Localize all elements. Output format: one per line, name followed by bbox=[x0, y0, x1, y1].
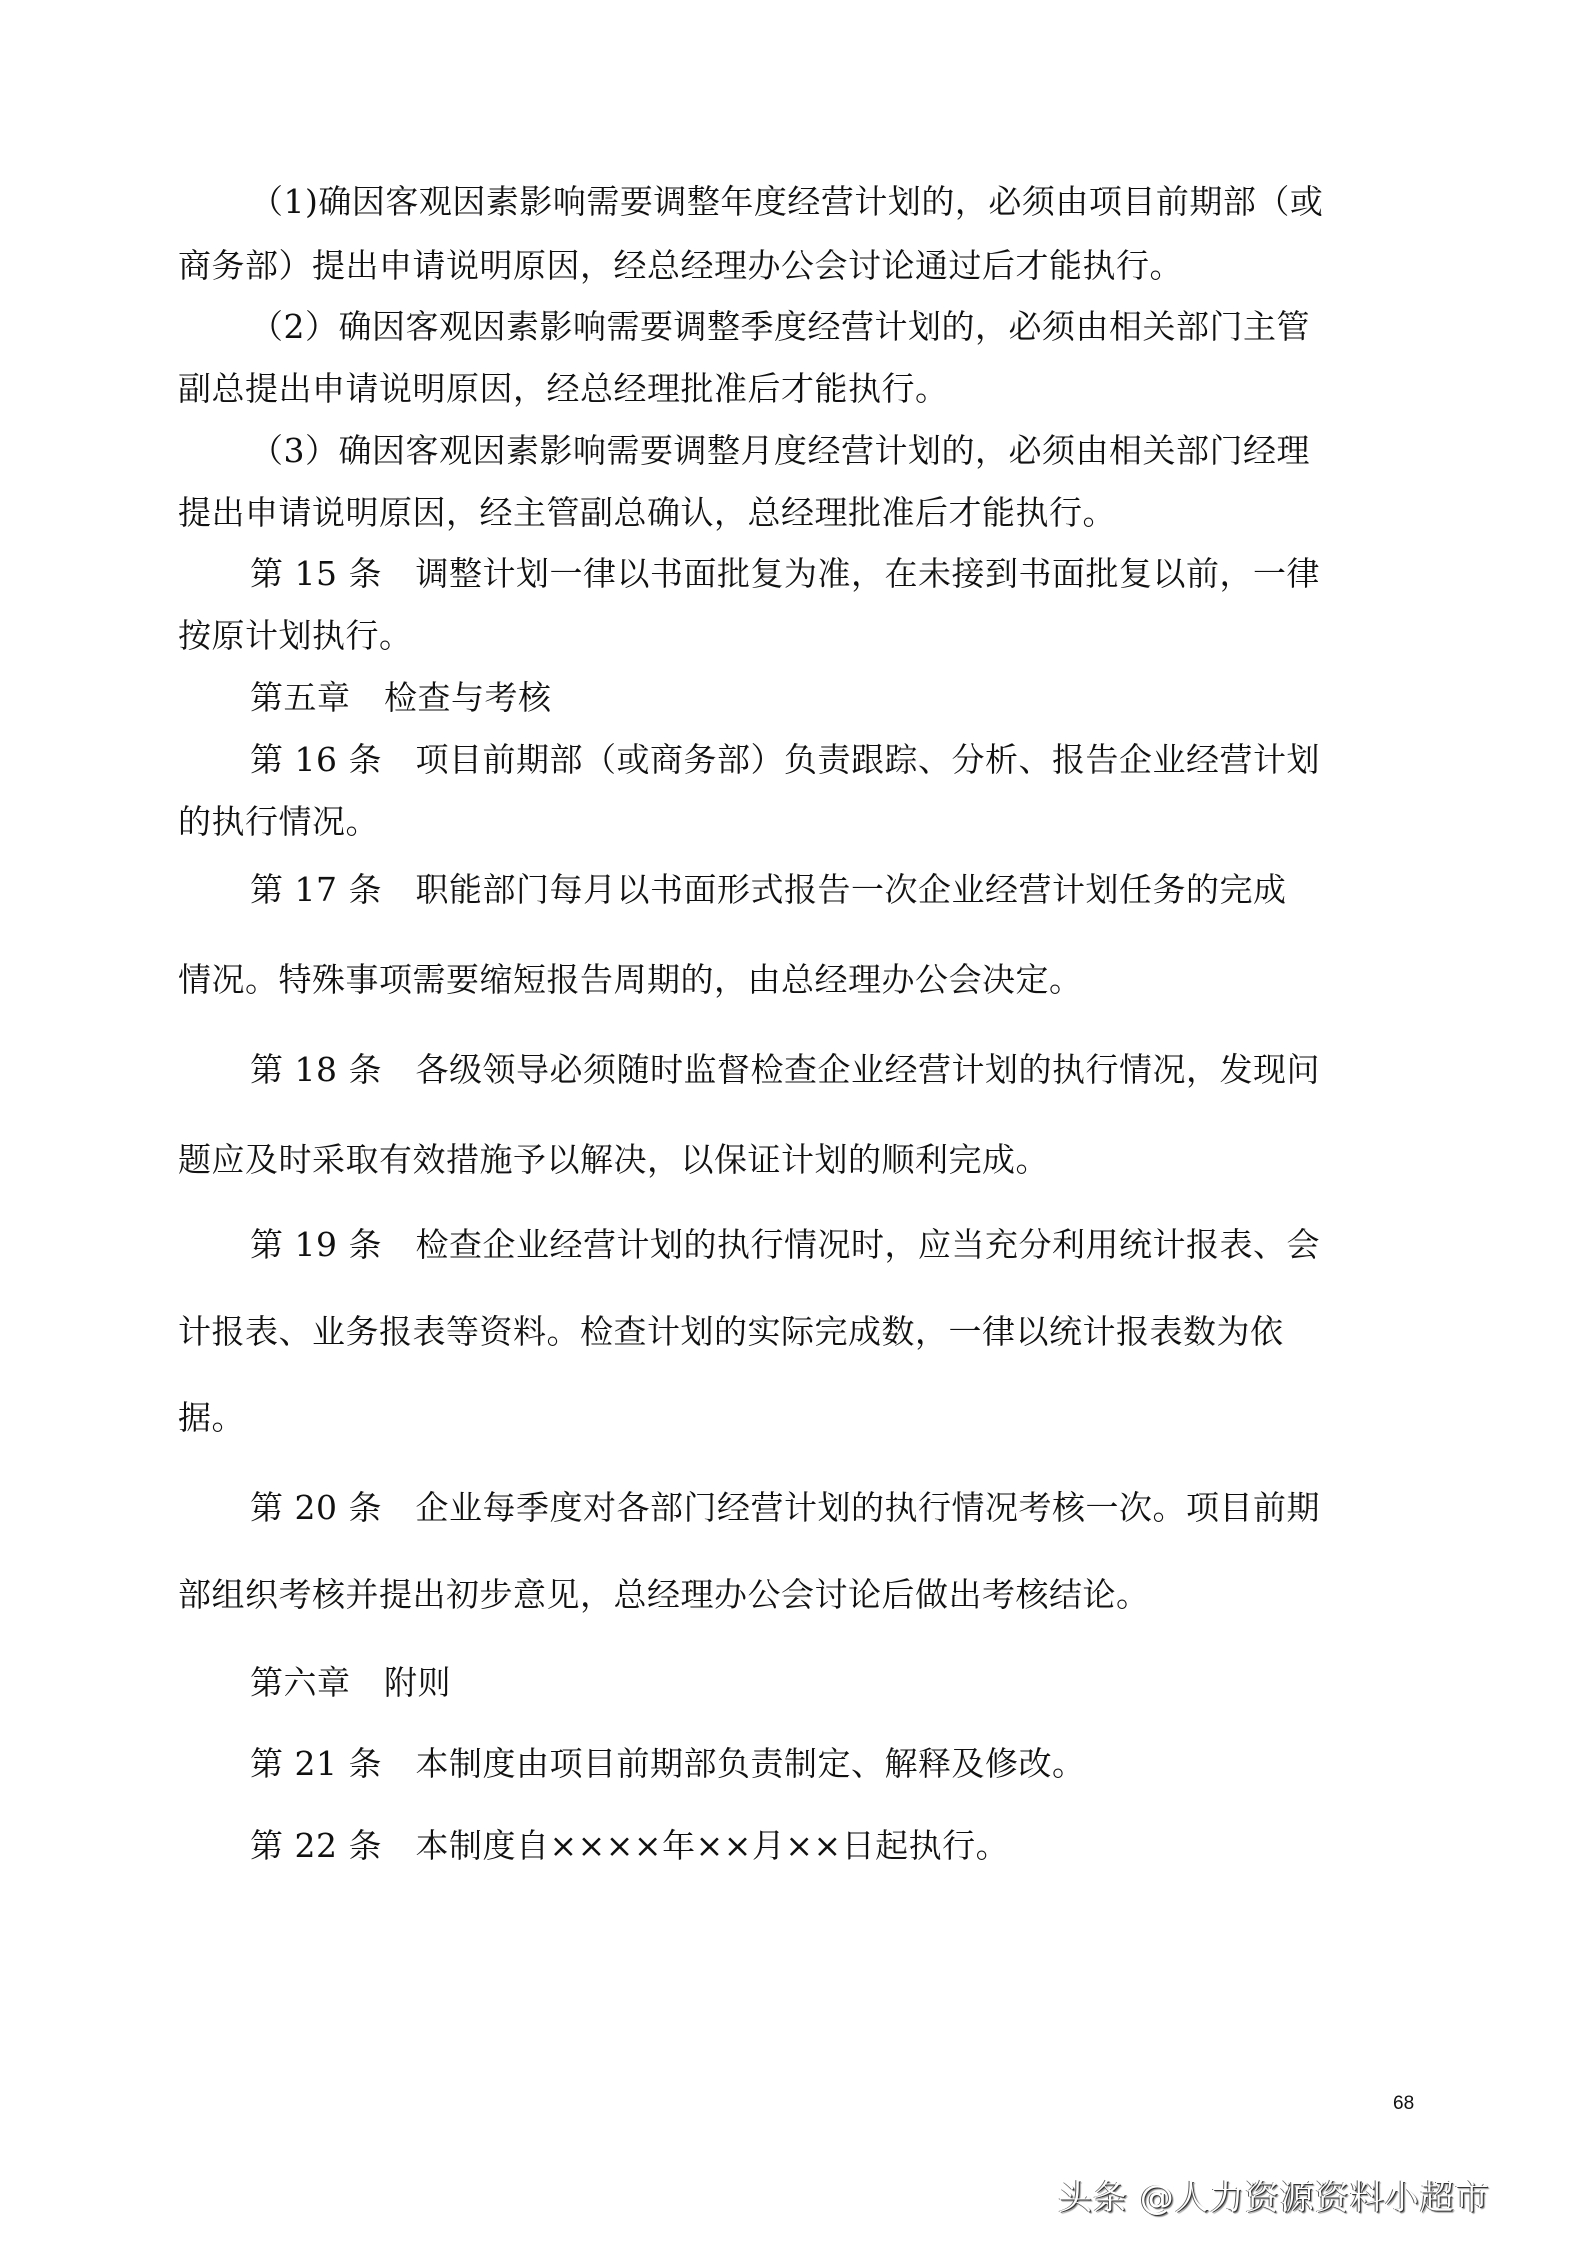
chapter-6-heading: 第六章 附则 bbox=[250, 1663, 451, 1702]
article-16-line: 第 16 条 项目前期部（或商务部）负责跟踪、分析、报告企业经营计划 bbox=[250, 740, 1320, 779]
paragraph-line: 部组织考核并提出初步意见，总经理办公会讨论后做出考核结论。 bbox=[178, 1575, 1150, 1614]
paragraph-line: （3）确因客观因素影响需要调整月度经营计划的，必须由相关部门经理 bbox=[250, 431, 1310, 470]
paragraph-line: 商务部）提出申请说明原因，经总经理办公会讨论通过后才能执行。 bbox=[178, 246, 1183, 285]
paragraph-line: 题应及时采取有效措施予以解决，以保证计划的顺利完成。 bbox=[178, 1140, 1049, 1179]
article-15-line: 第 15 条 调整计划一律以书面批复为准，在未接到书面批复以前，一律 bbox=[250, 554, 1320, 593]
paragraph-line: 情况。特殊事项需要缩短报告周期的，由总经理办公会决定。 bbox=[178, 960, 1083, 999]
page-number: 68 bbox=[1393, 2093, 1415, 2114]
paragraph-line: 的执行情况。 bbox=[178, 802, 379, 841]
article-17-line: 第 17 条 职能部门每月以书面形式报告一次企业经营计划任务的完成 bbox=[250, 870, 1287, 909]
paragraph-line: 计报表、业务报表等资料。检查计划的实际完成数，一律以统计报表数为依 bbox=[178, 1312, 1284, 1351]
paragraph-line: （2）确因客观因素影响需要调整季度经营计划的，必须由相关部门主管 bbox=[250, 307, 1310, 346]
article-19-line: 第 19 条 检查企业经营计划的执行情况时，应当充分利用统计报表、会 bbox=[250, 1225, 1320, 1264]
chapter-5-heading: 第五章 检查与考核 bbox=[250, 678, 552, 717]
article-18-line: 第 18 条 各级领导必须随时监督检查企业经营计划的执行情况，发现问 bbox=[250, 1050, 1320, 1089]
paragraph-line: （1)确因客观因素影响需要调整年度经营计划的，必须由项目前期部（或 bbox=[250, 182, 1324, 221]
article-22-line: 第 22 条 本制度自××××年××月××日起执行。 bbox=[250, 1826, 1010, 1865]
watermark: 头条 @人力资源资料小超市 bbox=[1058, 2178, 1490, 2218]
article-21-line: 第 21 条 本制度由项目前期部负责制定、解释及修改。 bbox=[250, 1744, 1086, 1783]
paragraph-line: 副总提出申请说明原因，经总经理批准后才能执行。 bbox=[178, 369, 949, 408]
paragraph-line: 提出申请说明原因，经主管副总确认，总经理批准后才能执行。 bbox=[178, 493, 1116, 532]
article-20-line: 第 20 条 企业每季度对各部门经营计划的执行情况考核一次。项目前期 bbox=[250, 1488, 1320, 1527]
paragraph-line: 据。 bbox=[178, 1398, 245, 1437]
paragraph-line: 按原计划执行。 bbox=[178, 616, 413, 655]
